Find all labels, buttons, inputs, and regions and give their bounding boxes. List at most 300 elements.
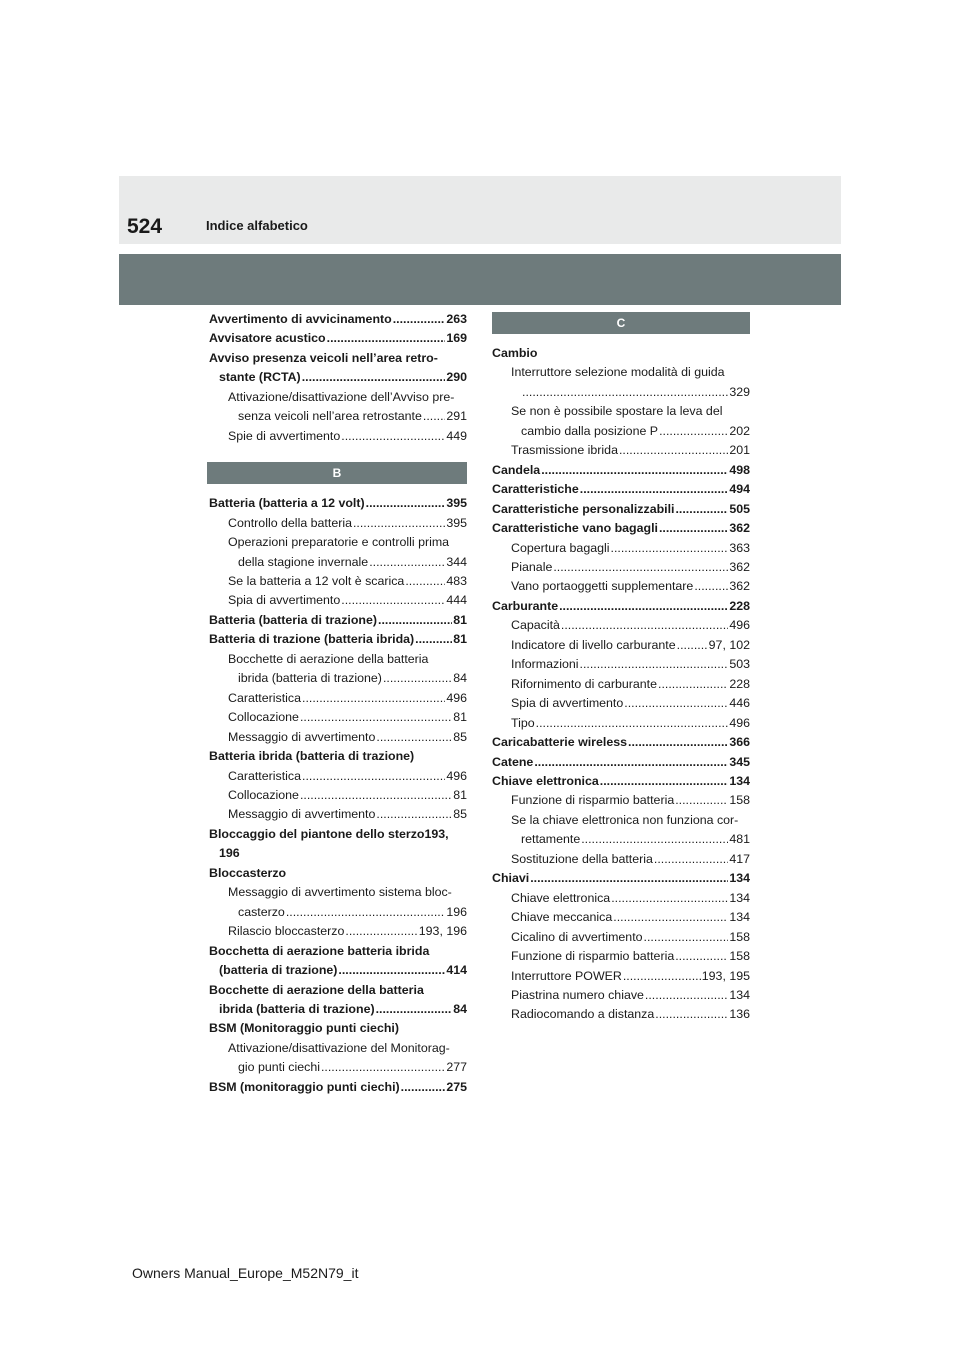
page-ref: 483	[446, 573, 467, 588]
index-entry	[209, 611, 467, 630]
entry-text: Copertura bagagli	[511, 540, 610, 555]
index-subentry	[492, 791, 750, 810]
index-subentry	[492, 363, 750, 402]
entry-text: Avvisatore acustico	[209, 331, 326, 346]
entry-line	[228, 922, 467, 941]
entry-line	[511, 539, 750, 558]
entry-text: Caratteristica	[228, 690, 301, 705]
index-column-right	[492, 312, 750, 1025]
entry-text: Operazioni preparatorie e controlli prima	[228, 535, 450, 550]
page-ref: 134	[729, 987, 750, 1002]
entry-line	[228, 708, 467, 727]
entry-line	[228, 903, 467, 922]
page-ref: 417	[729, 851, 750, 866]
entry-text: Pianale	[511, 559, 553, 574]
entry-line	[511, 363, 750, 382]
index-entry	[209, 1078, 467, 1097]
entry-text: Interruttore selezione modalità di guida	[511, 365, 725, 380]
page-number: 524	[127, 215, 163, 238]
entry-text: Messaggio di avvertimento sistema bloc-	[228, 885, 452, 900]
page-ref: 275	[446, 1079, 467, 1094]
leader-dots	[655, 1005, 728, 1024]
index-subentry	[492, 616, 750, 635]
leader-dots	[541, 461, 728, 480]
leader-dots	[619, 441, 728, 460]
entry-line	[228, 728, 467, 747]
entry-text: Spie di avvertimento	[228, 428, 341, 443]
index-subentry	[492, 558, 750, 577]
leader-dots	[338, 961, 445, 980]
entry-line	[209, 349, 467, 368]
entry-text: Bocchette di aerazione della batteria	[209, 982, 424, 997]
entry-text: Messaggio di avvertimento	[228, 807, 376, 822]
index-subentry	[209, 689, 467, 708]
leader-dots	[611, 539, 729, 558]
entry-line	[511, 402, 750, 421]
page-ref: 496	[446, 768, 467, 783]
entry-line	[492, 461, 750, 480]
page-ref: 496	[446, 690, 467, 705]
leader-dots	[300, 786, 452, 805]
entry-text: Caratteristiche vano bagagli	[492, 521, 658, 536]
page-ref: 81	[453, 632, 467, 647]
index-subentry	[209, 767, 467, 786]
index-entry	[492, 344, 750, 363]
leader-dots	[623, 967, 701, 986]
index-subentry	[209, 514, 467, 533]
entry-line	[511, 947, 750, 966]
letter-divider: C	[492, 312, 750, 334]
page-ref: 496	[729, 618, 750, 633]
entry-line	[228, 388, 467, 407]
entry-line	[209, 368, 467, 387]
leader-dots	[376, 728, 452, 747]
index-subentry	[492, 1005, 750, 1024]
index-subentry	[492, 986, 750, 1005]
entry-line	[228, 805, 467, 824]
section-title: Indice alfabetico	[206, 218, 308, 233]
entry-line	[492, 597, 750, 616]
entry-text: Tipo	[511, 715, 535, 730]
entry-line	[492, 772, 750, 791]
leader-dots	[561, 616, 728, 635]
entry-text: Spia di avvertimento	[511, 696, 624, 711]
page-ref: 496	[729, 715, 750, 730]
entry-line	[209, 329, 467, 348]
entry-line	[511, 830, 750, 849]
entry-line	[228, 689, 467, 708]
entry-line	[511, 791, 750, 810]
entry-text: Caratteristiche personalizzabili	[492, 501, 675, 516]
entry-line	[511, 577, 750, 596]
entry-line	[511, 636, 750, 655]
entry-text: Se la chiave elettronica non funziona cor-	[511, 812, 739, 827]
leader-dots	[675, 947, 728, 966]
index-entry	[209, 349, 467, 388]
index-entry	[492, 480, 750, 499]
leader-dots	[366, 494, 446, 513]
entry-text: Spia di avvertimento	[228, 593, 341, 608]
entry-text: Caratteristiche	[492, 482, 579, 497]
entry-text: Batteria di trazione (batteria ibrida)	[209, 632, 415, 647]
leader-dots	[536, 714, 729, 733]
page-ref: 201	[729, 443, 750, 458]
entry-line	[492, 733, 750, 752]
page-ref: 193, 195	[701, 968, 750, 983]
entry-line	[209, 611, 467, 630]
entry-line	[209, 1019, 467, 1038]
entry-text: della stagione invernale	[238, 554, 369, 569]
leader-dots	[624, 694, 728, 713]
index-column-left	[209, 310, 467, 1097]
leader-dots	[376, 1000, 453, 1019]
leader-dots	[613, 908, 728, 927]
page-ref: 193, 196	[418, 924, 467, 939]
page-ref: 158	[729, 793, 750, 808]
entry-text: Bocchetta di aerazione batteria ibrida	[209, 943, 430, 958]
page-ref: 202	[729, 423, 750, 438]
leader-dots	[658, 675, 728, 694]
entry-text: Catene	[492, 754, 534, 769]
leader-dots	[694, 577, 728, 596]
leader-dots	[383, 669, 452, 688]
entry-text: Cambio	[492, 346, 538, 360]
index-subentry	[209, 591, 467, 610]
entry-text: Funzione di risparmio batteria	[511, 949, 675, 964]
entry-text: senza veicoli nell’area retrostante	[238, 409, 422, 424]
entry-text: Caricabatterie wireless	[492, 735, 627, 750]
leader-dots	[675, 500, 728, 519]
page-ref: 84	[453, 671, 467, 686]
index-subentry	[492, 889, 750, 908]
entry-line	[209, 494, 467, 513]
leader-dots	[580, 480, 729, 499]
page-ref: 228	[729, 598, 750, 613]
page-ref: 449	[446, 428, 467, 443]
entry-text: Se non è possibile spostare la leva del	[511, 404, 723, 419]
index-entry	[492, 461, 750, 480]
leader-dots	[581, 830, 728, 849]
entry-text: Collocazione	[228, 710, 299, 725]
entry-line	[209, 747, 467, 766]
entry-text: Avviso presenza veicoli nell’area retro-	[209, 350, 438, 365]
index-entry	[209, 825, 467, 864]
entry-line	[511, 383, 750, 402]
header-band	[119, 254, 841, 305]
leader-dots	[659, 519, 728, 538]
entry-line	[511, 422, 750, 441]
leader-dots	[369, 553, 445, 572]
index-subentry	[492, 402, 750, 441]
entry-text: (batteria di trazione)	[219, 963, 338, 978]
entry-text: Se la batteria a 12 volt è scarica	[228, 573, 405, 588]
leader-dots	[300, 708, 452, 727]
entry-text: Rilascio bloccasterzo	[228, 924, 345, 939]
entry-text: Batteria ibrida (batteria di trazione)	[209, 749, 415, 764]
entry-line	[228, 1039, 467, 1058]
index-subentry	[492, 928, 750, 947]
leader-dots	[553, 558, 728, 577]
page-ref: 363	[729, 540, 750, 555]
page-ref: 196	[446, 904, 467, 919]
entry-text: Bloccaggio del piantone dello sterzo193,	[209, 826, 449, 841]
entry-line	[511, 558, 750, 577]
entry-line	[209, 1078, 467, 1097]
page-ref: 291	[446, 409, 467, 424]
index-entry	[209, 630, 467, 649]
leader-dots	[345, 922, 417, 941]
entry-text: Indicatore di livello carburante	[511, 637, 676, 652]
entry-line	[209, 864, 467, 883]
index-subentry	[209, 728, 467, 747]
leader-dots	[378, 611, 452, 630]
entry-text: Attivazione/disattivazione del Monitorag-	[228, 1040, 450, 1055]
index-subentry	[492, 714, 750, 733]
leader-dots	[677, 636, 708, 655]
entry-line	[228, 1058, 467, 1077]
page-ref: 414	[446, 963, 467, 978]
page-ref: 362	[729, 521, 750, 536]
leader-dots	[654, 850, 728, 869]
entry-text: Piastrina numero chiave	[511, 987, 644, 1002]
entry-text: rettamente	[521, 832, 581, 847]
entry-line	[492, 869, 750, 888]
index-entry	[209, 942, 467, 981]
entry-line	[228, 572, 467, 591]
entry-text: Candela	[492, 462, 541, 477]
leader-dots	[600, 772, 729, 791]
page-ref: 228	[729, 676, 750, 691]
entry-text: Bloccasterzo	[209, 865, 287, 880]
entry-line	[511, 889, 750, 908]
leader-dots	[401, 1078, 446, 1097]
entry-text: ibrida (batteria di trazione)	[238, 671, 382, 686]
leader-dots	[286, 903, 445, 922]
page-ref: 345	[729, 754, 750, 769]
entry-line	[228, 407, 467, 426]
index-subentry	[492, 636, 750, 655]
entry-text: Collocazione	[228, 787, 299, 802]
letter-divider: B	[207, 462, 467, 484]
index-entry	[209, 310, 467, 329]
entry-line	[511, 694, 750, 713]
index-subentry	[492, 947, 750, 966]
entry-line	[511, 986, 750, 1005]
entry-text: BSM (monitoraggio punti ciechi)	[209, 1079, 400, 1094]
entry-line	[492, 480, 750, 499]
entry-line	[492, 500, 750, 519]
leader-dots	[327, 329, 446, 348]
index-subentry	[209, 427, 467, 446]
index-entry	[492, 869, 750, 888]
leader-dots	[405, 572, 445, 591]
index-subentry	[209, 922, 467, 941]
page-ref: 169	[446, 331, 467, 346]
leader-dots	[645, 986, 728, 1005]
page-ref: 85	[453, 729, 467, 744]
page-ref: 136	[729, 1007, 750, 1022]
entry-line	[492, 753, 750, 772]
entry-line	[228, 786, 467, 805]
entry-line	[209, 942, 467, 961]
entry-text: Chiave meccanica	[511, 910, 613, 925]
page-ref: 494	[729, 482, 750, 497]
page-ref: 446	[729, 696, 750, 711]
entry-text: Sostituzione della batteria	[511, 851, 653, 866]
entry-line	[209, 961, 467, 980]
page-ref: 444	[446, 593, 467, 608]
entry-line	[228, 591, 467, 610]
page-ref: 263	[446, 312, 467, 326]
entry-line	[228, 767, 467, 786]
entry-line	[511, 675, 750, 694]
leader-dots	[302, 689, 445, 708]
page-ref: 85	[453, 807, 467, 822]
entry-text: Bocchette di aerazione della batteria	[228, 651, 429, 666]
entry-text: Chiave elettronica	[492, 773, 599, 788]
page-ref: 362	[729, 559, 750, 574]
index-entry	[492, 519, 750, 538]
entry-line	[511, 928, 750, 947]
index-subentry	[209, 805, 467, 824]
page-ref: 81	[453, 710, 467, 725]
entry-text: Radiocomando a distanza	[511, 1007, 655, 1022]
entry-text: Avvertimento di avvicinamento	[209, 312, 392, 326]
page-ref: 366	[729, 735, 750, 750]
leader-dots	[522, 383, 728, 402]
entry-text: Trasmissione ibrida	[511, 443, 618, 458]
entry-line	[228, 427, 467, 446]
entry-line	[511, 811, 750, 830]
entry-text: Messaggio di avvertimento	[228, 729, 376, 744]
entry-line	[511, 1005, 750, 1024]
leader-dots	[644, 928, 729, 947]
page-ref: 290	[446, 370, 467, 385]
index-subentry	[492, 577, 750, 596]
entry-text: 196	[219, 846, 240, 861]
entry-line	[209, 981, 467, 1000]
page-ref: 158	[729, 949, 750, 964]
index-subentry	[492, 539, 750, 558]
leader-dots	[302, 767, 445, 786]
footer-doc-id: Owners Manual_Europe_M52N79_it	[132, 1265, 359, 1281]
entry-line	[209, 1000, 467, 1019]
page-ref: 158	[729, 929, 750, 944]
entry-line	[511, 850, 750, 869]
page-ref: 503	[729, 657, 750, 672]
index-entry	[209, 864, 467, 883]
entry-text: Vano portaoggetti supplementare	[511, 579, 694, 594]
index-entry	[492, 500, 750, 519]
entry-text: Capacità	[511, 618, 560, 633]
entry-line	[492, 344, 750, 363]
index-subentry	[492, 694, 750, 713]
index-entry	[209, 1019, 467, 1038]
page-ref: 134	[729, 910, 750, 925]
page-ref: 97, 102	[708, 637, 750, 652]
index-subentry	[492, 811, 750, 850]
entry-text: Controllo della batteria	[228, 515, 352, 530]
entry-line	[209, 844, 467, 863]
entry-text: gio punti ciechi	[238, 1060, 320, 1075]
index-subentry	[209, 708, 467, 727]
entry-line	[228, 553, 467, 572]
index-subentry	[209, 388, 467, 427]
entry-text: Chiavi	[492, 871, 530, 886]
leader-dots	[675, 791, 728, 810]
index-entry	[209, 981, 467, 1020]
entry-line	[228, 669, 467, 688]
index-entry	[209, 747, 467, 766]
entry-line	[511, 908, 750, 927]
index-subentry	[492, 441, 750, 460]
index-entry	[209, 494, 467, 513]
entry-text: Informazioni	[511, 657, 579, 672]
index-subentry	[209, 883, 467, 922]
entry-text: Attivazione/disattivazione dell’Avviso pre-	[228, 389, 455, 404]
index-subentry	[209, 1039, 467, 1078]
entry-line	[209, 630, 467, 649]
entry-line	[228, 533, 467, 552]
entry-line	[228, 883, 467, 902]
entry-text: Cicalino di avvertimento	[511, 929, 643, 944]
leader-dots	[580, 655, 729, 674]
page-ref: 81	[453, 787, 467, 802]
entry-line	[511, 616, 750, 635]
entry-text: Rifornimento di carburante	[511, 676, 658, 691]
page-ref: 498	[729, 462, 750, 477]
index-entry	[492, 772, 750, 791]
leader-dots	[353, 514, 445, 533]
entry-text: Batteria (batteria a 12 volt)	[209, 496, 365, 511]
index-subentry	[209, 650, 467, 689]
index-entry	[209, 329, 467, 348]
leader-dots	[611, 889, 728, 908]
page-ref: 395	[446, 515, 467, 530]
index-subentry	[209, 533, 467, 572]
entry-line	[228, 650, 467, 669]
index-subentry	[492, 675, 750, 694]
page-ref: 81	[453, 612, 467, 627]
entry-text: Funzione di risparmio batteria	[511, 793, 675, 808]
entry-line	[511, 655, 750, 674]
leader-dots	[341, 427, 445, 446]
entry-text: BSM (Monitoraggio punti ciechi)	[209, 1021, 399, 1036]
entry-text: stante (RCTA)	[219, 370, 301, 385]
index-entry	[492, 753, 750, 772]
page-ref: 277	[446, 1060, 467, 1075]
leader-dots	[415, 630, 452, 649]
page-header	[119, 176, 841, 244]
leader-dots	[530, 869, 728, 888]
leader-dots	[393, 310, 446, 329]
leader-dots	[341, 591, 445, 610]
entry-line	[492, 519, 750, 538]
page-ref: 84	[453, 1001, 467, 1016]
page-ref: 134	[729, 773, 750, 788]
leader-dots	[376, 805, 452, 824]
entry-line	[511, 967, 750, 986]
page-ref: 344	[446, 554, 467, 569]
leader-dots	[423, 407, 445, 426]
index-entry	[492, 597, 750, 616]
entry-line	[209, 825, 467, 844]
index-subentry	[492, 655, 750, 674]
page-ref: 362	[729, 579, 750, 594]
entry-text: Interruttore POWER	[511, 968, 622, 983]
leader-dots	[534, 753, 728, 772]
leader-dots	[628, 733, 728, 752]
